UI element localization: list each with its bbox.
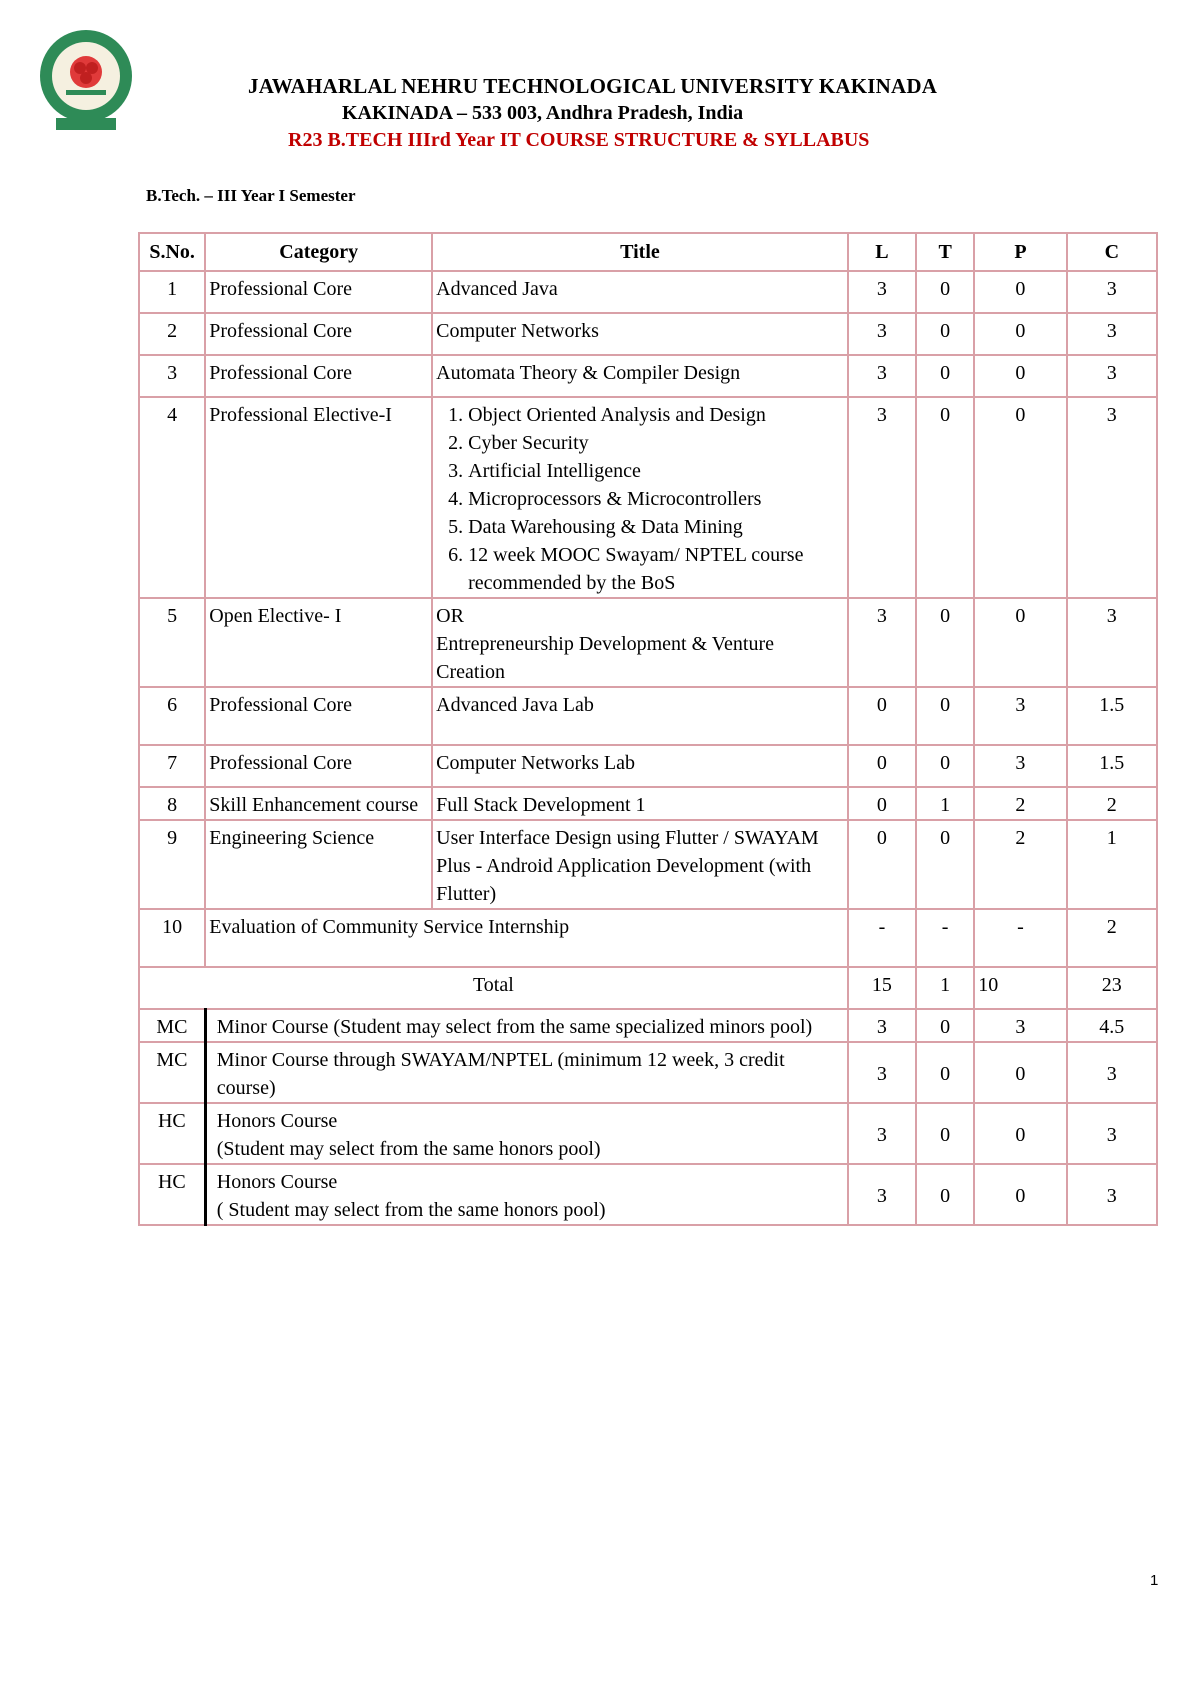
honors-row	[139, 1164, 1157, 1225]
total-row	[139, 967, 1157, 1009]
cell-c: 3	[1067, 271, 1157, 313]
list-item: 4. Microprocessors & Microcontrollers	[468, 485, 844, 513]
cell-p: 0	[974, 598, 1066, 687]
cell-p: 0	[974, 355, 1066, 397]
cell-l: 3	[848, 1042, 916, 1103]
cell-c: 2	[1067, 909, 1157, 967]
cell-p: 0	[974, 1103, 1066, 1164]
semester-title: B.Tech. – III Year I Semester	[146, 186, 356, 205]
cell-l: 3	[848, 313, 916, 355]
col-category: Category	[205, 233, 432, 271]
col-l: L	[848, 233, 916, 271]
table-header-row	[139, 233, 1157, 271]
cell-code: HC	[139, 1103, 205, 1164]
university-name: JAWAHARLAL NEHRU TECHNOLOGICAL UNIVERSITY KAKINADA	[248, 74, 938, 98]
cell-category: Professional Elective-I	[205, 397, 432, 598]
table-row	[139, 745, 1157, 787]
cell-sno: 3	[139, 355, 205, 397]
total-p: 10	[974, 967, 1066, 1009]
cell-p: 0	[974, 1164, 1066, 1225]
cell-p: 3	[974, 687, 1066, 745]
cell-c: 1.5	[1067, 687, 1157, 745]
course-title: Honors Course	[216, 1110, 338, 1132]
university-logo	[36, 26, 136, 136]
cell-l: 3	[848, 598, 916, 687]
cell-sno: 2	[139, 313, 205, 355]
course-note: ( Student may select from the same honors pool)	[216, 1199, 606, 1221]
table-row	[139, 355, 1157, 397]
cell-c: 3	[1067, 1042, 1157, 1103]
list-item: 5. Data Warehousing & Data Mining	[468, 513, 844, 541]
cell-t: -	[916, 909, 974, 967]
honors-row	[139, 1103, 1157, 1164]
or-label: OR	[436, 605, 464, 627]
cell-category: Skill Enhancement course	[205, 787, 432, 820]
cell-p: -	[974, 909, 1066, 967]
total-c: 23	[1067, 967, 1157, 1009]
cell-title	[205, 1103, 848, 1164]
cell-l: 3	[848, 1009, 916, 1042]
cell-t: 0	[916, 313, 974, 355]
cell-code: MC	[139, 1009, 205, 1042]
list-item: 2. Cyber Security	[468, 429, 844, 457]
cell-t: 1	[916, 787, 974, 820]
cell-l: 3	[848, 1103, 916, 1164]
cell-t: 0	[916, 355, 974, 397]
university-address: KAKINADA – 533 003, Andhra Pradesh, India	[342, 102, 744, 124]
cell-l: 3	[848, 355, 916, 397]
table-row	[139, 598, 1157, 687]
table-row	[139, 313, 1157, 355]
cell-l: 3	[848, 1164, 916, 1225]
cell-title: Evaluation of Community Service Internship	[205, 909, 848, 967]
cell-sno: 4	[139, 397, 205, 598]
cell-t: 0	[916, 1042, 974, 1103]
cell-sno: 10	[139, 909, 205, 967]
list-item: 6. 12 week MOOC Swayam/ NPTEL course recommended by the BoS	[468, 541, 844, 597]
program-title: R23 B.TECH IIIrd Year IT COURSE STRUCTURE & SYLLABUS	[288, 129, 870, 151]
cell-title	[432, 397, 848, 598]
cell-t: 0	[916, 687, 974, 745]
cell-c: 3	[1067, 1164, 1157, 1225]
cell-sno: 8	[139, 787, 205, 820]
col-sno: S.No.	[139, 233, 205, 271]
cell-l: 0	[848, 745, 916, 787]
cell-title: Computer Networks	[432, 313, 848, 355]
table-row	[139, 271, 1157, 313]
cell-c: 4.5	[1067, 1009, 1157, 1042]
cell-t: 0	[916, 271, 974, 313]
cell-l: 0	[848, 687, 916, 745]
cell-p: 0	[974, 1042, 1066, 1103]
list-item: 3. Artificial Intelligence	[468, 457, 844, 485]
cell-sno: 1	[139, 271, 205, 313]
cell-title: Automata Theory & Compiler Design	[432, 355, 848, 397]
cell-p: 2	[974, 820, 1066, 909]
cell-l: 0	[848, 787, 916, 820]
cell-p: 0	[974, 397, 1066, 598]
cell-title: Minor Course (Student may select from the same specialized minors pool)	[205, 1009, 848, 1042]
cell-c: 1.5	[1067, 745, 1157, 787]
cell-l: -	[848, 909, 916, 967]
cell-title: User Interface Design using Flutter / SWAYAM Plus - Android Application Development (with Flutter)	[432, 820, 848, 909]
col-title: Title	[432, 233, 848, 271]
cell-title	[432, 598, 848, 687]
cell-t: 0	[916, 745, 974, 787]
cell-l: 3	[848, 397, 916, 598]
total-t: 1	[916, 967, 974, 1009]
cell-l: 3	[848, 271, 916, 313]
cell-title: Advanced Java Lab	[432, 687, 848, 745]
cell-t: 0	[916, 598, 974, 687]
cell-category: Professional Core	[205, 687, 432, 745]
cell-title: Minor Course through SWAYAM/NPTEL (minimum 12 week, 3 credit course)	[205, 1042, 848, 1103]
cell-p: 2	[974, 787, 1066, 820]
cell-category: Open Elective- I	[205, 598, 432, 687]
page-number: 1	[1150, 1572, 1159, 1589]
col-t: T	[916, 233, 974, 271]
cell-category: Professional Core	[205, 313, 432, 355]
table-row	[139, 909, 1157, 967]
total-label: Total	[139, 967, 848, 1009]
cell-c: 3	[1067, 598, 1157, 687]
elective-list	[436, 401, 844, 597]
cell-t: 0	[916, 1009, 974, 1042]
col-p: P	[974, 233, 1066, 271]
cell-p: 0	[974, 271, 1066, 313]
cell-l: 0	[848, 820, 916, 909]
cell-c: 1	[1067, 820, 1157, 909]
cell-t: 0	[916, 820, 974, 909]
cell-category: Professional Core	[205, 745, 432, 787]
cell-title: Computer Networks Lab	[432, 745, 848, 787]
cell-sno: 5	[139, 598, 205, 687]
cell-c: 3	[1067, 355, 1157, 397]
total-l: 15	[848, 967, 916, 1009]
cell-sno: 6	[139, 687, 205, 745]
course-note: (Student may select from the same honors pool)	[216, 1138, 601, 1160]
course-title: Entrepreneurship Development & Venture Creation	[436, 633, 775, 683]
minor-row	[139, 1042, 1157, 1103]
course-title: Honors Course	[216, 1171, 338, 1193]
cell-t: 0	[916, 1103, 974, 1164]
cell-sno: 7	[139, 745, 205, 787]
cell-p: 0	[974, 313, 1066, 355]
cell-t: 0	[916, 1164, 974, 1225]
cell-title	[205, 1164, 848, 1225]
list-item: 1. Object Oriented Analysis and Design	[468, 401, 844, 429]
cell-p: 3	[974, 745, 1066, 787]
cell-sno: 9	[139, 820, 205, 909]
cell-title: Advanced Java	[432, 271, 848, 313]
table-row	[139, 397, 1157, 598]
cell-category: Professional Core	[205, 271, 432, 313]
cell-p: 3	[974, 1009, 1066, 1042]
cell-title: Full Stack Development 1	[432, 787, 848, 820]
table-row	[139, 687, 1157, 745]
minor-row	[139, 1009, 1157, 1042]
col-c: C	[1067, 233, 1157, 271]
table-row	[139, 820, 1157, 909]
cell-category: Professional Core	[205, 355, 432, 397]
table-row	[139, 787, 1157, 820]
cell-c: 3	[1067, 397, 1157, 598]
cell-code: MC	[139, 1042, 205, 1103]
cell-code: HC	[139, 1164, 205, 1225]
cell-category: Engineering Science	[205, 820, 432, 909]
cell-c: 3	[1067, 313, 1157, 355]
cell-t: 0	[916, 397, 974, 598]
cell-c: 2	[1067, 787, 1157, 820]
course-structure-table	[138, 232, 1158, 1226]
cell-c: 3	[1067, 1103, 1157, 1164]
